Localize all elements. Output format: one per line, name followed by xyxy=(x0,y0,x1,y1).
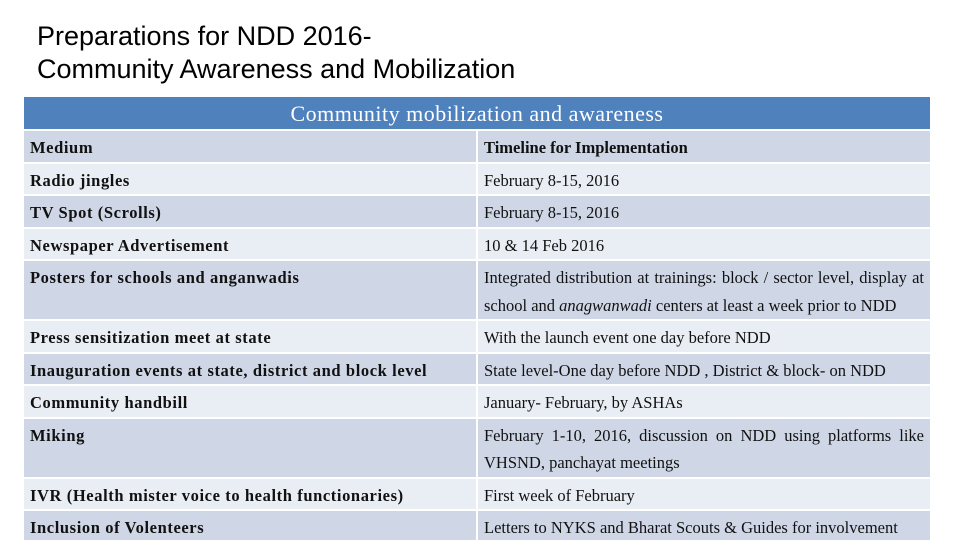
table-row xyxy=(24,228,930,261)
medium-cell: Miking xyxy=(24,418,477,478)
medium-cell: Radio jingles xyxy=(24,163,477,196)
timeline-text: Integrated distribution at trainings: block / sector level, display at school and xyxy=(484,268,924,315)
table-row xyxy=(24,478,930,511)
table-row xyxy=(24,353,930,386)
slide-title xyxy=(37,20,515,86)
slide-title-line-1: Preparations for NDD 2016- xyxy=(37,21,372,51)
column-header-medium: Medium xyxy=(24,130,477,163)
timeline-cell: January- February, by ASHAs xyxy=(477,385,930,418)
timeline-cell: First week of February xyxy=(477,478,930,511)
timeline-text: centers at least a week prior to NDD xyxy=(651,295,897,315)
medium-cell: IVR (Health mister voice to health functionaries) xyxy=(24,478,477,511)
timeline-cell: February 8-15, 2016 xyxy=(477,163,930,196)
mobilization-table-container xyxy=(24,97,930,540)
slide-title-line-2: Community Awareness and Mobilization xyxy=(37,54,516,84)
table-row xyxy=(24,195,930,228)
medium-cell: Inclusion of Volenteers xyxy=(24,510,477,540)
table-row xyxy=(24,510,930,540)
timeline-cell: Letters to NYKS and Bharat Scouts & Guides for involvement xyxy=(477,510,930,540)
column-header-row xyxy=(24,130,930,163)
table-row xyxy=(24,418,930,478)
table-row xyxy=(24,260,930,320)
medium-cell: Community handbill xyxy=(24,385,477,418)
medium-cell: Newspaper Advertisement xyxy=(24,228,477,261)
medium-cell: Posters for schools and anganwadis xyxy=(24,260,477,320)
timeline-cell: 10 & 14 Feb 2016 xyxy=(477,228,930,261)
medium-cell: Press sensitization meet at state xyxy=(24,320,477,353)
table-header-row xyxy=(24,97,930,130)
timeline-cell: February 1-10, 2016, discussion on NDD using platforms like VHSND, panchayat meetings xyxy=(477,418,930,478)
table-row xyxy=(24,385,930,418)
mobilization-table xyxy=(24,97,930,540)
medium-cell: TV Spot (Scrolls) xyxy=(24,195,477,228)
timeline-text-italic: anagwanwadi xyxy=(559,295,652,315)
timeline-cell: State level-One day before NDD , District & block- on NDD xyxy=(477,353,930,386)
table-header: Community mobilization and awareness xyxy=(24,97,930,130)
column-header-timeline: Timeline for Implementation xyxy=(477,130,930,163)
medium-cell: Inauguration events at state, district and block level xyxy=(24,353,477,386)
timeline-cell: With the launch event one day before NDD xyxy=(477,320,930,353)
table-row xyxy=(24,163,930,196)
timeline-cell xyxy=(477,260,930,320)
timeline-cell: February 8-15, 2016 xyxy=(477,195,930,228)
table-row xyxy=(24,320,930,353)
